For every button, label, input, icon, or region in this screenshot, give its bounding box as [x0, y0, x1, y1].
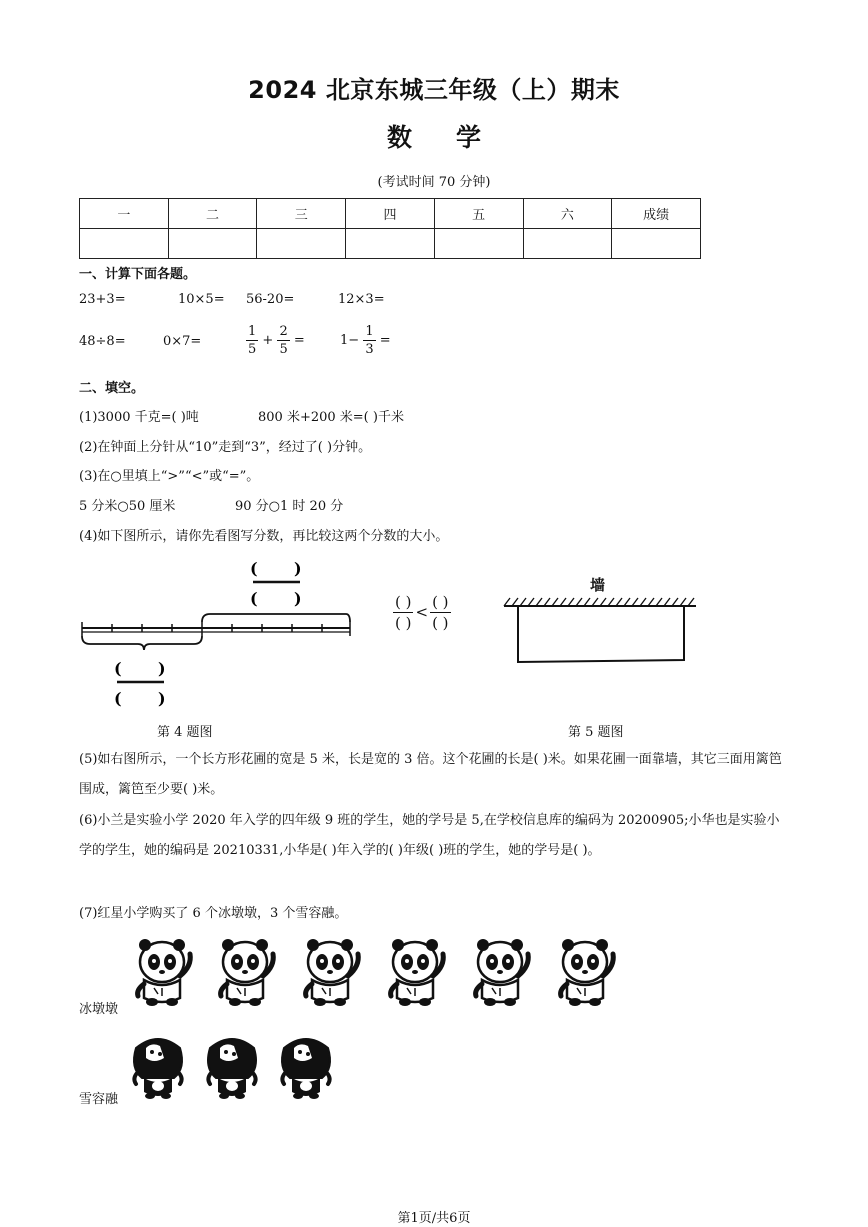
- wall-label: 墙: [590, 576, 606, 594]
- score-cell[interactable]: [434, 229, 523, 259]
- question-6: (6)小兰是实验小学 2020 年入学的四年级 9 班的学生，她的学号是 5,在学校信息库的编码为 20200905;小华也是实验小学的学生，她的编码是 20210331,小华是( )年入学的( )年级( )班的学生，她的学号是( )。: [79, 813, 780, 858]
- fraction-blank: [393, 592, 413, 633]
- score-cell[interactable]: [346, 229, 435, 259]
- numerator: 1: [365, 324, 374, 339]
- figure-4-diagram: [78, 552, 358, 712]
- denominator: 5: [279, 342, 288, 357]
- shuey-rhon-rhon-icon: [128, 1032, 192, 1104]
- fraction: [246, 323, 258, 358]
- label-shuey-rhon-rhon: 雪容融: [79, 1092, 119, 1107]
- equals: =: [379, 333, 391, 348]
- bingdwendwen-icon: [555, 932, 619, 1008]
- page-number: 第1页/共6页: [397, 1211, 471, 1226]
- calc-item: 56-20=: [246, 292, 295, 307]
- exam-duration: (考试时间 70 分钟): [377, 175, 491, 190]
- score-header-cell: 六: [523, 199, 612, 229]
- calc-item: 10×5=: [178, 292, 225, 307]
- fraction: [363, 323, 375, 358]
- label-bingdwendwen: 冰墩墩: [79, 1002, 119, 1017]
- svg-text:(: (: [250, 589, 258, 608]
- calc-item: 12×3=: [338, 292, 385, 307]
- subject-char-1: 数: [386, 123, 412, 152]
- score-header-cell: 二: [168, 199, 257, 229]
- denominator-blank: ( ): [395, 614, 412, 632]
- fraction: [277, 323, 289, 358]
- bingdwendwen-icon: [470, 932, 534, 1008]
- score-table-header-row: [80, 199, 701, 229]
- equals: =: [293, 333, 305, 348]
- denominator: 5: [248, 342, 257, 357]
- question-7: (7)红星小学购买了 6 个冰墩墩，3 个雪容融。: [79, 906, 348, 921]
- denominator-blank: ( ): [432, 614, 449, 632]
- calc-item: 23+3=: [79, 292, 126, 307]
- question-3: (3)在○里填上“>”“<”或“=”。: [79, 469, 260, 484]
- numerator: 2: [279, 324, 288, 339]
- svg-text:): ): [294, 559, 302, 578]
- operator: +: [262, 333, 274, 348]
- section1-heading: 一、计算下面各题。: [79, 267, 197, 282]
- question-3b: 90 分○1 时 20 分: [235, 499, 344, 514]
- shuey-rhon-rhon-icon: [276, 1032, 340, 1104]
- numerator-blank: ( ): [432, 593, 449, 611]
- upper-bracket: [202, 614, 350, 622]
- caption-figure-5: 第 5 题图: [568, 725, 624, 740]
- exam-title: 2024 北京东城三年级（上）期末: [248, 76, 620, 104]
- question-1b: 800 米+200 米=( )千米: [258, 410, 404, 425]
- svg-text:): ): [158, 659, 166, 678]
- score-table-blank-row: [80, 229, 701, 259]
- question-1a: (1)3000 千克=( )吨: [79, 410, 199, 425]
- question-2: (2)在钟面上分针从“10”走到“3”，经过了( )分钟。: [79, 440, 372, 455]
- svg-text:(: (: [114, 659, 122, 678]
- score-header-cell: 四: [346, 199, 435, 229]
- score-cell[interactable]: [523, 229, 612, 259]
- numerator: 1: [248, 324, 257, 339]
- shuey-rhon-rhon-icon: [202, 1032, 266, 1104]
- subject-char-2: 学: [456, 123, 482, 152]
- bingdwendwen-icon: [300, 932, 364, 1008]
- figure-5-diagram: [500, 596, 700, 666]
- fraction-blank: [430, 592, 450, 633]
- score-cell[interactable]: [612, 229, 701, 259]
- score-table: [79, 198, 701, 259]
- score-cell[interactable]: [168, 229, 257, 259]
- score-header-cell: 一: [80, 199, 169, 229]
- question-5: (5)如右图所示，一个长方形花圃的宽是 5 米，长是宽的 3 倍。这个花圃的长是( )米。如果花圃一面靠墙，其它三面用篱笆围成，篱笆至少要( )米。: [79, 752, 782, 797]
- minuend: 1−: [340, 333, 360, 348]
- section2-heading: 二、填空。: [79, 381, 145, 396]
- caption-figure-4: 第 4 题图: [157, 725, 213, 740]
- score-header-cell: 三: [257, 199, 346, 229]
- compare-sign: <: [415, 602, 429, 621]
- question-3a: 5 分米○50 厘米: [79, 499, 176, 514]
- calc-item: 48÷8=: [79, 334, 126, 349]
- numerator-blank: ( ): [395, 593, 412, 611]
- svg-text:): ): [294, 589, 302, 608]
- bingdwendwen-icon: [132, 932, 196, 1008]
- bingdwendwen-icon: [385, 932, 449, 1008]
- svg-text:): ): [158, 689, 166, 708]
- score-header-cell: 成绩: [612, 199, 701, 229]
- calc-item: 0×7=: [163, 334, 202, 349]
- garden-rectangle: [518, 606, 684, 662]
- lower-bracket: [82, 636, 202, 650]
- subject-title: [0, 118, 868, 154]
- bingdwendwen-icon: [215, 932, 279, 1008]
- calc-fraction-diff: [340, 323, 391, 358]
- denominator: 3: [365, 342, 374, 357]
- question-4: (4)如下图所示，请你先看图写分数，再比较这两个分数的大小。: [79, 529, 449, 544]
- score-header-cell: 五: [434, 199, 523, 229]
- score-cell[interactable]: [257, 229, 346, 259]
- calc-fraction-sum: [246, 323, 305, 358]
- score-cell[interactable]: [80, 229, 169, 259]
- upper-fraction-paren-top: (: [250, 559, 258, 578]
- svg-text:(: (: [114, 689, 122, 708]
- fraction-comparison: [393, 592, 451, 633]
- wall-hatching: [504, 598, 694, 606]
